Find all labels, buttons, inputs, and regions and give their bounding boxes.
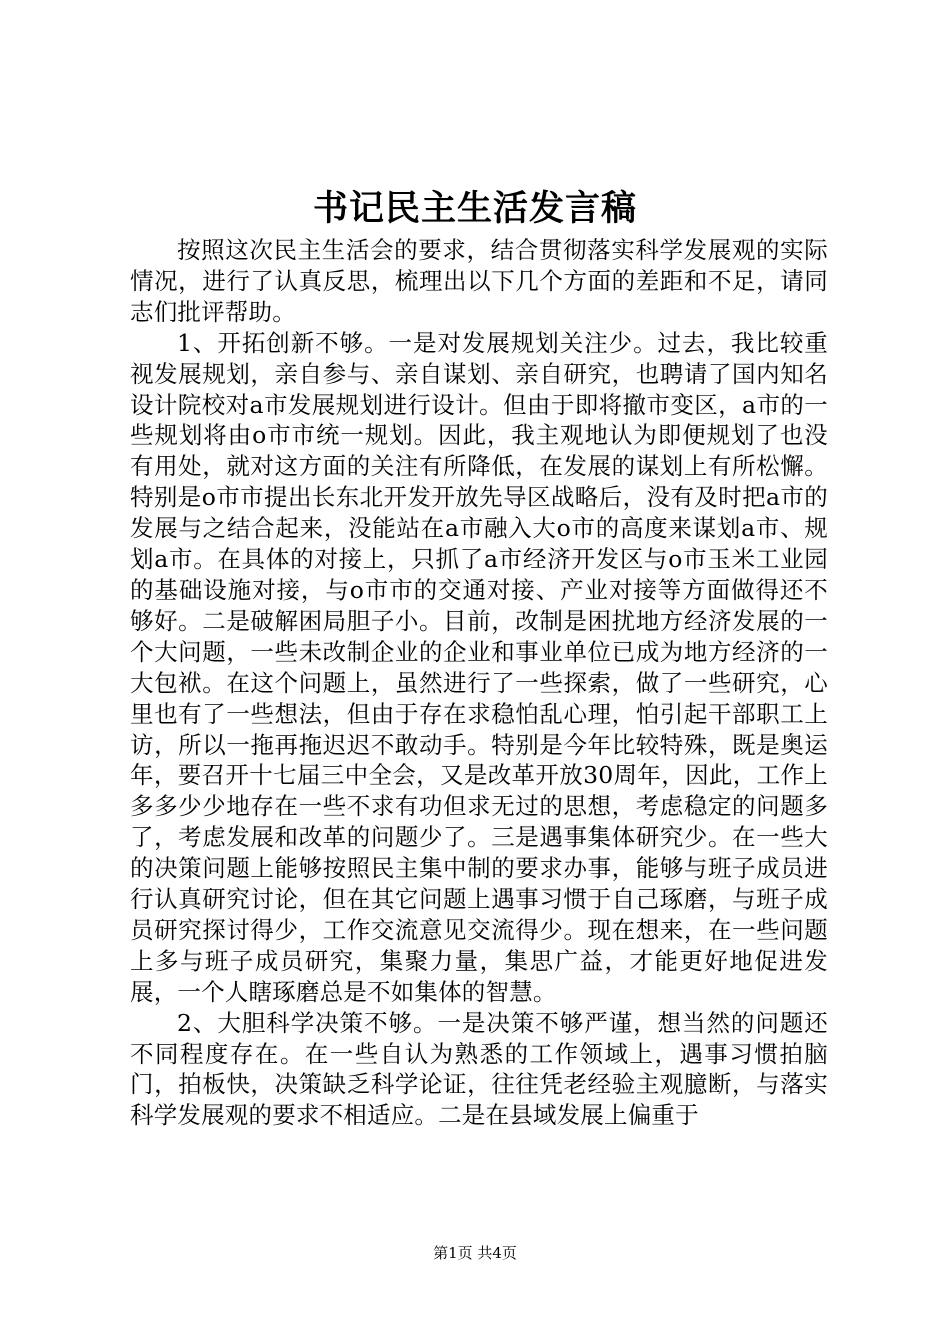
page-number-footer: 第1页 共4页 xyxy=(433,1244,517,1262)
paragraph-section-1: 1、开拓创新不够。一是对发展规划关注少。过去，我比较重视发展规划，亲自参与、亲自谋划、亲自研究，也聘请了国内知名设计院校对a市发展规划进行设计。但由于即将撤市变区，a市的一些规划将由o市市统一规划。因此，我主观地认为即便规划了也没有用处，就对这方面的关注有所降低，在发展的谋划上有所松懈。特别是o市市提出长东北开发开放先导区战略后，没有及时把a市的发展与之结合起来，没能站在a市融入大o市的高度来谋划a市、规划a市。在具体的对接上，只抓了a市经济开发区与o市玉米工业园的基础设施对接，与o市市的交通对接、产业对接等方面做得还不够好。二是破解困局胆子小。目前，改制是困扰地方经济发展的一个大问题，一些未改制企业的企业和事业单位已成为地方经济的一大包袱。在这个问题上，虽然进行了一些探索，做了一些研究，心里也有了一些想法，但由于存在求稳怕乱心理，怕引起干部职工上访，所以一拖再拖迟迟不敢动手。特别是今年比较特殊，既是奥运年，要召开十七届三中全会，又是改革开放30周年，因此，工作上多多少少地存在一些不求有功但求无过的思想，考虑稳定的问题多了，考虑发展和改革的问题少了。三是遇事集体研究少。在一些大的决策问题上能够按照民主集中制的要求办事，能够与班子成员进行认真研究讨论，但在其它问题上遇事习惯于自己琢磨，与班子成员研究探讨得少，工作交流意见交流得少。现在想来，在一些问题上多与班子成员研究，集聚力量，集思广益，才能更好地促进发展，一个人瞎琢磨总是不如集体的智慧。 xyxy=(130,328,828,1006)
document-title: 书记民主生活发言稿 xyxy=(312,188,637,229)
paragraph-intro: 按照这次民主生活会的要求，结合贯彻落实科学发展观的实际情况，进行了认真反思，梳理出以下几个方面的差距和不足，请同志们批评帮助。 xyxy=(130,236,828,326)
document-body xyxy=(130,235,828,1131)
paragraph-section-2: 2、大胆科学决策不够。一是决策不够严谨，想当然的问题还不同程度存在。在一些自认为熟悉的工作领域上，遇事习惯拍脑门，拍板快，决策缺乏科学论证，往往凭老经验主观臆断，与落实科学发展观的要求不相适应。二是在县域发展上偏重于 xyxy=(130,1008,828,1130)
